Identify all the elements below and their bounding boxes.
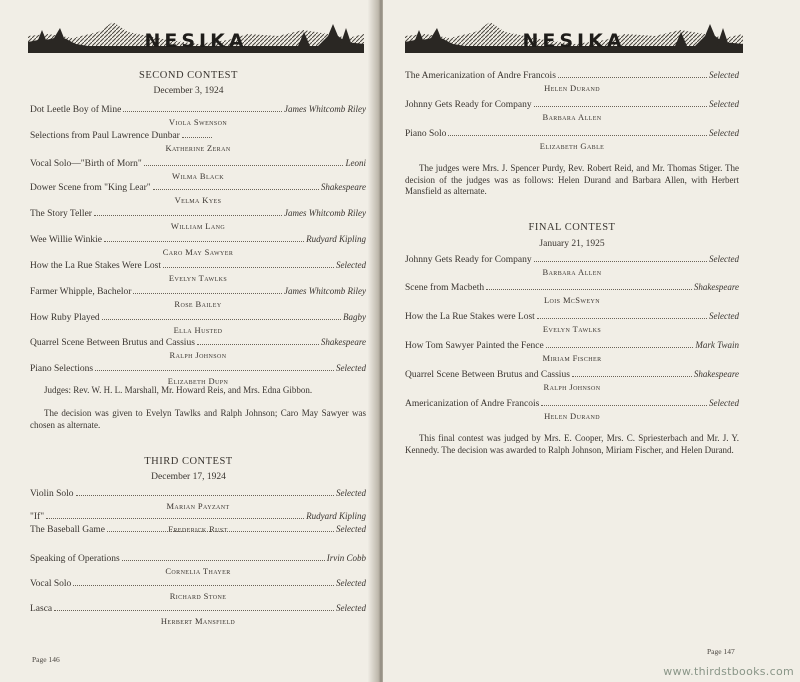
- program-entry: [405, 282, 739, 306]
- entry-author: James Whitcomb Riley: [284, 208, 366, 218]
- entry-author: Shakespeare: [693, 369, 739, 379]
- entry-performer: Katherine Zeran: [165, 143, 231, 153]
- entry-author: Selected: [336, 603, 366, 613]
- entry-title: "If": [30, 512, 45, 522]
- entry-title: Americanization of Andre Francois: [405, 399, 540, 409]
- final-contest-title: FINAL CONTEST: [528, 222, 616, 233]
- entry-title: Dower Scene from "King Lear": [30, 183, 151, 193]
- entry-performer: Richard Stone: [169, 591, 227, 601]
- entry-performer: Elizabeth Dupn: [167, 376, 229, 386]
- entry-author: Selected: [336, 578, 366, 588]
- left-page-number: Page 146: [32, 655, 60, 664]
- right-page-number: Page 147: [707, 647, 735, 656]
- program-entry: [405, 128, 739, 152]
- entry-performer: Velma Kyes: [174, 195, 222, 205]
- entry-author: Shakespeare: [320, 337, 366, 347]
- entry-author: Selected: [336, 488, 366, 498]
- program-entry: [30, 578, 366, 602]
- program-entry: [405, 99, 739, 123]
- program-entry: [30, 312, 366, 336]
- decision-paragraph: The decision was given to Evelyn Tawlks and Ralph Johnson; Caro May Sawyer was chosen as alternate.: [30, 408, 366, 430]
- program-entry: [30, 260, 366, 284]
- entry-title: How Ruby Played: [30, 313, 100, 323]
- entry-author: Selected: [336, 260, 366, 270]
- entry-title: Piano Solo: [405, 129, 447, 139]
- entry-performer: Elizabeth Gable: [539, 141, 605, 151]
- judges-paragraph: The judges were Mrs. J. Spencer Purdy, Rev. Robert Reid, and Mr. Thomas Stiger. The decision of the judges was as follows: Helen Durand and Barbara Allen, with Herbert Mansfield as alternate.: [405, 163, 739, 196]
- left-page: [0, 0, 377, 682]
- entry-performer: Marian Payzant: [166, 501, 230, 511]
- entry-author: Selected: [709, 311, 739, 321]
- entry-title: Johnny Gets Ready for Company: [405, 100, 532, 110]
- program-entry: [30, 182, 366, 206]
- entry-performer: Miriam Fischer: [542, 353, 602, 363]
- entry-performer: Wilma Black: [172, 171, 224, 181]
- entry-author: Rudyard Kipling: [306, 511, 366, 521]
- program-entry: [30, 603, 366, 627]
- entry-performer: Herbert Mansfield: [160, 616, 236, 626]
- masthead-title: NESIKA: [144, 30, 248, 52]
- entry-performer: Helen Durand: [544, 83, 600, 93]
- watermark-text: www.thirdstbooks.com: [663, 665, 794, 678]
- entry-title: Lasca: [30, 604, 53, 614]
- entry-author: Shakespeare: [320, 182, 366, 192]
- entry-performer: Cornelia Thayer: [165, 566, 231, 576]
- final-summary-paragraph: This final contest was judged by Mrs. E. Cooper, Mrs. C. Spriesterbach and Mr. J. Y. Kennedy. The decision was awarded to Ralph Johnson, Miriam Fischer, and Helen Durand.: [405, 433, 739, 455]
- entry-author: James Whitcomb Riley: [284, 286, 366, 296]
- left-masthead: [28, 14, 364, 56]
- entry-title: Dot Leetle Boy of Mine: [30, 105, 122, 115]
- entry-author: James Whitcomb Riley: [284, 104, 366, 114]
- entry-title: How the La Rue Stakes were Lost: [405, 312, 535, 322]
- entry-author: Leoni: [345, 158, 366, 168]
- entry-performer: Rose Bailey: [174, 299, 222, 309]
- entry-author: Selected: [336, 363, 366, 373]
- entry-title: Vocal Solo—"Birth of Morn": [30, 159, 142, 169]
- program-entry: [30, 208, 366, 232]
- entry-author: Irvin Cobb: [326, 553, 366, 563]
- entry-performer: Frederick Rust: [168, 524, 228, 534]
- program-entry: [405, 311, 739, 335]
- entry-title: Wee Willie Winkie: [30, 235, 102, 245]
- entry-performer: Evelyn Tawlks: [542, 324, 602, 334]
- entry-title: The Americanization of Andre Francois: [405, 71, 556, 81]
- entry-title: Selections from Paul Lawrence Dunbar: [30, 131, 180, 141]
- entry-author: Bagby: [343, 312, 366, 322]
- program-entry: [30, 337, 366, 361]
- program-entry: [405, 340, 739, 364]
- right-page: [383, 0, 800, 682]
- entry-title: The Story Teller: [30, 209, 92, 219]
- program-entry: [30, 286, 366, 310]
- entry-author: Selected: [709, 70, 739, 80]
- second-contest-title: SECOND CONTEST: [139, 70, 238, 81]
- entry-performer: Evelyn Tawlks: [168, 273, 228, 283]
- entry-title: Piano Selections: [30, 364, 94, 374]
- program-entry: [30, 131, 366, 154]
- entry-title: How Tom Sawyer Painted the Fence: [405, 341, 544, 351]
- entry-performer: William Lang: [170, 221, 226, 231]
- entry-performer: Lois McSweyn: [543, 295, 601, 305]
- entry-author: Selected: [709, 128, 739, 138]
- program-entry: [30, 553, 366, 577]
- entry-performer: Ella Husted: [173, 325, 223, 335]
- final-contest-date: January 21, 1925: [539, 239, 605, 249]
- entry-author: Selected: [709, 99, 739, 109]
- entry-performer: Helen Durand: [544, 411, 600, 421]
- entry-title: How the La Rue Stakes Were Lost: [30, 261, 161, 271]
- program-entry: [30, 363, 366, 387]
- entry-title: Vocal Solo: [30, 579, 72, 589]
- entry-title: Scene from Macbeth: [405, 283, 485, 293]
- entry-performer: Ralph Johnson: [543, 382, 601, 392]
- entry-performer: Caro May Sawyer: [162, 247, 234, 257]
- program-entry: [30, 488, 366, 512]
- program-entry: [405, 398, 739, 422]
- program-entry: [405, 254, 739, 278]
- program-entry: [30, 234, 366, 258]
- program-entry: [30, 524, 366, 536]
- judges-paragraph: Judges: Rev. W. H. L. Marshall, Mr. Howard Reis, and Mrs. Edna Gibbon.: [44, 385, 313, 395]
- entry-performer: Barbara Allen: [542, 267, 602, 277]
- third-contest-title: THIRD CONTEST: [144, 456, 233, 467]
- third-contest-date: December 17, 1924: [151, 472, 226, 482]
- program-entry: [405, 369, 739, 393]
- entry-author: Selected: [336, 524, 366, 534]
- entry-title: Speaking of Operations: [30, 554, 120, 564]
- entry-title: Quarrel Scene Between Brutus and Cassius: [30, 338, 195, 348]
- entry-title: Farmer Whipple, Bachelor: [30, 287, 132, 297]
- entry-title: Johnny Gets Ready for Company: [405, 255, 532, 265]
- second-contest-date: December 3, 1924: [153, 86, 224, 96]
- entry-performer: Ralph Johnson: [169, 350, 227, 360]
- entry-author: Mark Twain: [695, 340, 739, 350]
- entry-author: Selected: [709, 254, 739, 264]
- entry-performer: Barbara Allen: [542, 112, 602, 122]
- entry-title: Quarrel Scene Between Brutus and Cassius: [405, 370, 570, 380]
- program-entry: [30, 158, 366, 182]
- program-entry: [30, 104, 366, 128]
- program-entry: [405, 70, 739, 94]
- entry-author: Shakespeare: [693, 282, 739, 292]
- entry-title: The Baseball Game: [30, 525, 105, 535]
- entry-performer: Viola Swenson: [168, 117, 228, 127]
- entry-author: Rudyard Kipling: [306, 234, 366, 244]
- right-masthead: [405, 14, 743, 56]
- masthead-title: NESIKA: [522, 30, 626, 52]
- entry-title: Violin Solo: [30, 489, 74, 499]
- entry-author: Selected: [709, 398, 739, 408]
